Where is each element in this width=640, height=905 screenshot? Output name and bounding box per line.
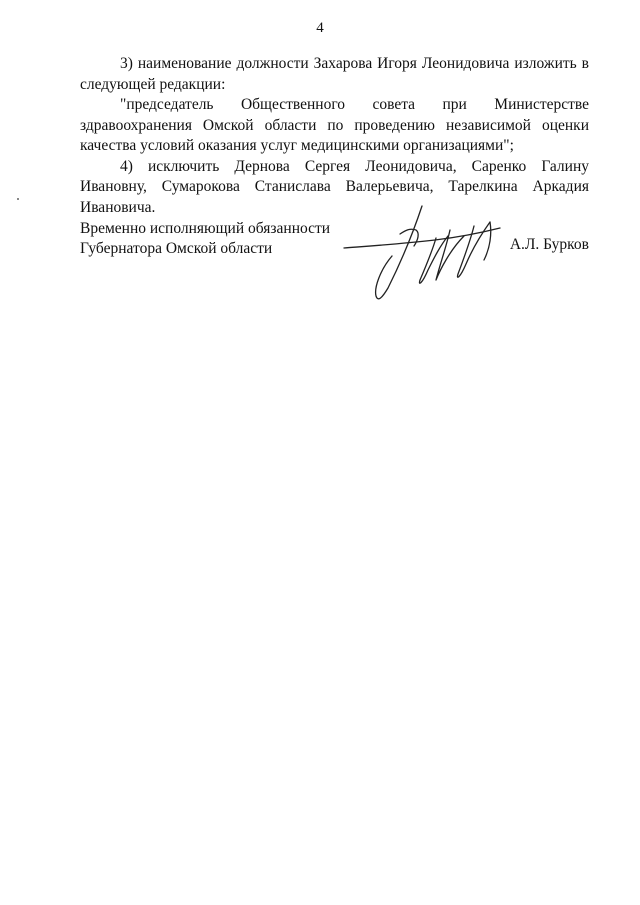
page-number: 4 <box>316 20 324 36</box>
paragraph-item-3: 3) наименование должности Захарова Игоря Леонидовича изложить в следующей редакции: <box>80 55 589 93</box>
signatory-title-line1: Временно исполняющий обязанности <box>80 220 331 237</box>
signatory-title-line2: Губернатора Омской области <box>80 240 273 257</box>
signatory-title <box>80 219 350 259</box>
signatory-name: А.Л. Бурков <box>509 236 589 253</box>
paragraph-item-4: 4) исключить Дернова Сергея Леонидовича, Саренко Галину Ивановну, Сумарокова Станислава Валерьевича, Тарелкина Аркадия Ивановича. <box>80 157 589 216</box>
margin-mark <box>17 198 19 200</box>
document-body <box>80 54 589 218</box>
handwritten-signature <box>340 200 510 305</box>
paragraph-quoted-title: "председатель Общественного совета при Министерстве здравоохранения Омской области по проведению независимой оценки качества условий оказания услуг медицинскими организациями"; <box>80 96 589 154</box>
